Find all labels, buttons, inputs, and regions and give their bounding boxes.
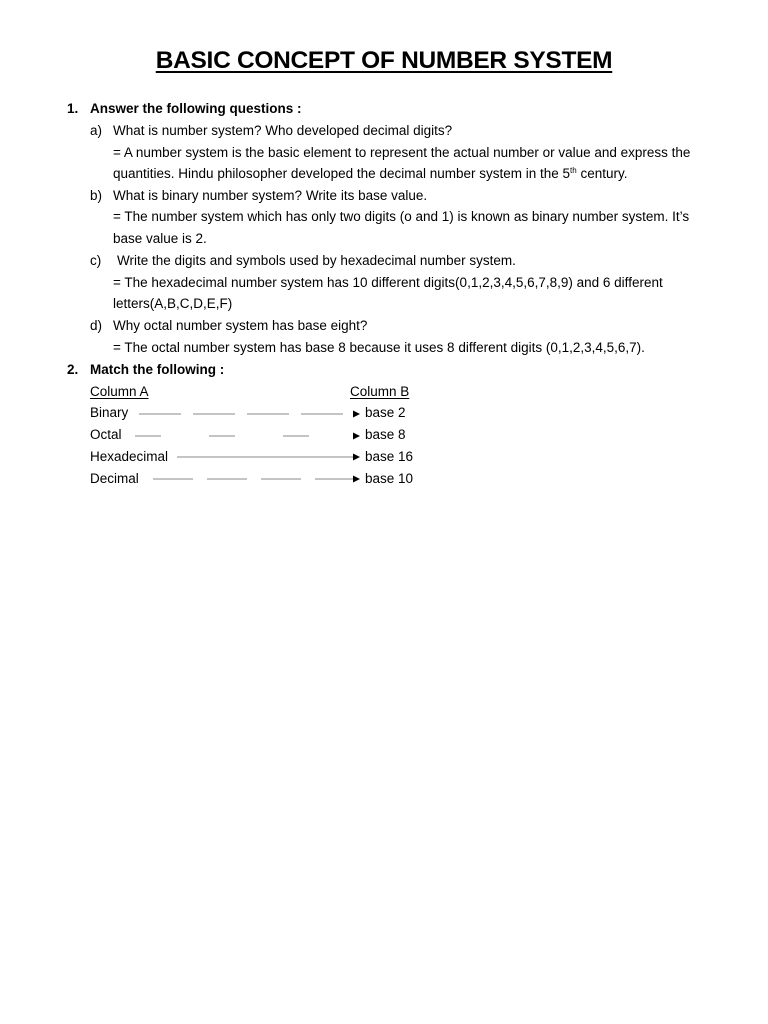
q1a-answer-sup: th [570,166,577,175]
q1d-label: d) [90,318,103,333]
q1d-question: Why octal number system has base eight? [113,318,368,333]
q1-heading: Answer the following questions : [90,101,302,116]
match-row-a-octal: Octal [90,427,122,442]
column-b-header: Column B [350,384,410,399]
match-row-a-hexadecimal: Hexadecimal [90,449,169,464]
match-row-b-decimal: base 10 [365,471,414,486]
q1c-question: Write the digits and symbols used by hexadecimal number system. [117,253,516,268]
q2-heading: Match the following : [90,362,225,377]
q1a-answer-line2-text: quantities. Hindu philosopher developed the decimal number system in the 5 [113,166,571,181]
q1d-answer-line1: = The octal number system has base 8 because it uses 8 different digits (0,1,2,3,4,5,6,7). [113,340,645,355]
match-row-a-decimal: Decimal [90,471,139,486]
arrowhead-binary [353,411,360,418]
page-title: BASIC CONCEPT OF NUMBER SYSTEM [155,47,613,74]
match-row-b-binary: base 2 [365,405,406,420]
q1b-answer-line1: = The number system which has only two digits (o and 1) is known as binary number system. It’s [113,209,690,224]
match-row-b-hexadecimal: base 16 [365,449,414,464]
q1b-answer-line2: base value is 2. [113,231,207,246]
q1a-answer-line2 [113,165,627,183]
q1c-label: c) [90,253,102,268]
arrowhead-hexadecimal [353,454,360,461]
match-row-b-octal: base 8 [365,427,406,442]
arrowhead-octal [353,433,360,440]
match-row-a-binary: Binary [90,405,129,420]
q1c-answer-line1: = The hexadecimal number system has 10 different digits(0,1,2,3,4,5,6,7,8,9) and 6 different [113,275,663,290]
q1a-label: a) [90,123,103,138]
q1-number: 1. [67,101,79,116]
q1b-question: What is binary number system? Write its base value. [113,188,428,203]
q2-number: 2. [67,362,79,377]
q1a-answer-line1: = A number system is the basic element to represent the actual number or value and express the [113,145,691,160]
q1a-answer-line2-end: century. [576,166,628,181]
arrowhead-decimal [353,476,360,483]
q1a-question: What is number system? Who developed decimal digits? [113,123,453,138]
column-a-header: Column A [90,384,149,399]
q1c-answer-line2: letters(A,B,C,D,E,F) [113,296,233,311]
q1b-label: b) [90,188,103,203]
